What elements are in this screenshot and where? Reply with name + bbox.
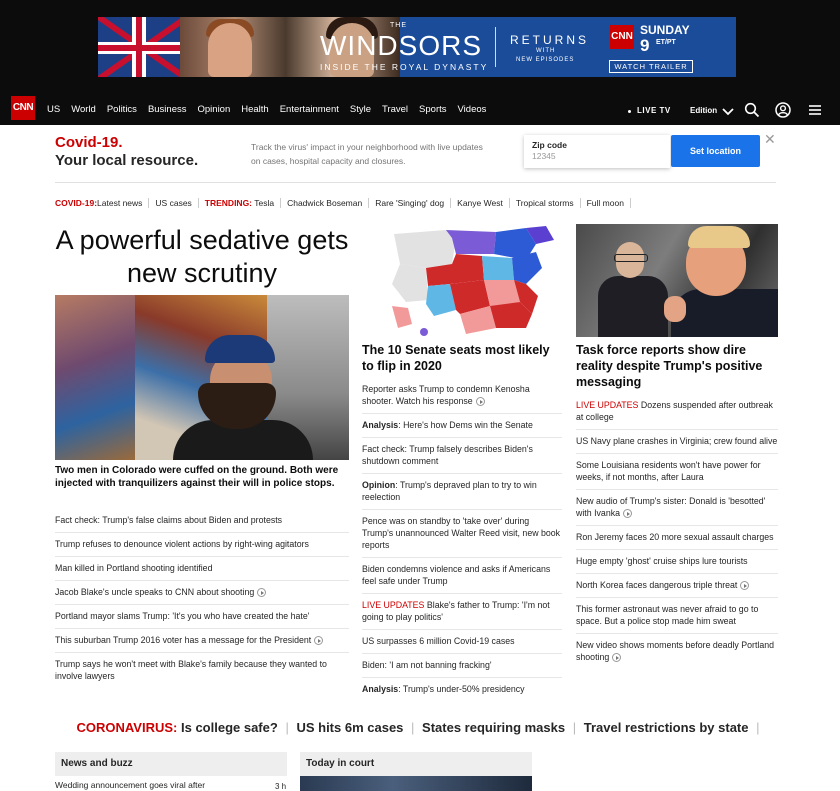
headline-text: Blake's father to Trump: 'I'm not going to play politics' (362, 600, 550, 622)
headline-prefix: LIVE UPDATES (362, 600, 425, 610)
union-jack-flag (98, 17, 180, 77)
menu-icon[interactable] (807, 102, 823, 118)
nav-link-videos[interactable]: Videos (457, 104, 487, 115)
video-play-icon (623, 509, 632, 518)
headline-text: Fact check: Trump falsely describes Biden's shutdown comment (362, 444, 533, 466)
zip-code-field[interactable] (524, 135, 670, 168)
headline-item[interactable] (55, 653, 349, 688)
live-tv-link[interactable]: LIVE TV (637, 106, 671, 115)
headline-text: : Here's how Dems win the Senate (398, 420, 533, 430)
covid-description: Track the virus' impact in your neighborhood with live updates on cases, hospital capacity and closures. (251, 142, 483, 166)
live-dot-icon (628, 110, 631, 113)
video-play-icon (612, 653, 621, 662)
middle-headline-list (362, 378, 562, 701)
ad-subtitle: INSIDE THE ROYAL DYNASTY (320, 62, 489, 72)
headline-item[interactable] (362, 414, 562, 438)
headline-item[interactable] (55, 629, 349, 653)
headline-text: Trump says he won't meet with Blake's family because they wanted to involve lawyers (55, 659, 327, 681)
trending-item[interactable]: US cases (149, 198, 198, 208)
nav-link-opinion[interactable]: Opinion (197, 104, 231, 115)
top-nav (0, 96, 840, 125)
headline-text: This former astronaut was never afraid to go to space. But a police stop made him sweat (576, 604, 759, 626)
lead-caption[interactable]: Two men in Colorado were cuffed on the ground. Both were injected with tranquilizers against their will in police stops. (55, 465, 339, 489)
trending-item[interactable]: Chadwick Boseman (281, 198, 369, 208)
headline-text: : Trump's depraved plan to try to win reelection (362, 480, 537, 502)
headline-item[interactable] (576, 454, 778, 490)
senate-headline[interactable]: The 10 Senate seats most likely to flip in 2020 (362, 343, 550, 373)
headline-text: Man killed in Portland shooting identified (55, 563, 213, 573)
cnn-logo[interactable]: CNN (11, 96, 35, 120)
ad-zone (0, 0, 840, 96)
headline-item[interactable] (55, 557, 349, 581)
nav-links (47, 104, 486, 115)
left-headline-list (55, 509, 349, 688)
zip-placeholder[interactable]: 12345 (532, 151, 556, 161)
watch-trailer-button[interactable]: WATCH TRAILER (609, 60, 693, 73)
news-buzz-time: 3 h (275, 782, 287, 791)
chevron-down-icon[interactable] (720, 104, 736, 120)
headline-text: North Korea faces dangerous triple threat (576, 580, 738, 590)
trending-item[interactable]: Kanye West (451, 198, 510, 208)
right-headline-list (576, 394, 778, 669)
headline-text: US surpasses 6 million Covid-19 cases (362, 636, 515, 646)
zip-label: Zip code (532, 140, 567, 150)
headline-text: Biden condemns violence and asks if Americans feel safe under Trump (362, 564, 551, 586)
task-force-headline[interactable]: Task force reports show dire reality despite Trump's positive messaging (576, 343, 763, 389)
ad-returns: RETURNS (510, 33, 590, 47)
headline-text: US Navy plane crashes in Virginia; crew found alive (576, 436, 778, 446)
nav-link-travel[interactable]: Travel (382, 104, 409, 115)
covid-title-black: Your local resource. (55, 152, 199, 169)
ad-banner[interactable] (98, 17, 736, 77)
coronavirus-label: CORONAVIRUS: (76, 720, 178, 735)
headline-text: Fact check: Trump's false claims about Biden and protests (55, 515, 283, 525)
headline-prefix: Analysis (362, 420, 399, 430)
headline-text: Pence was on standby to 'take over' during Trump's unannounced Walter Reed visit, new book reports (362, 516, 561, 550)
trending-item[interactable]: Rare 'Singing' dog (369, 198, 451, 208)
headline-text: This suburban Trump 2016 voter has a message for the President (55, 635, 312, 645)
video-play-icon (740, 581, 749, 590)
nav-link-sports[interactable]: Sports (419, 104, 447, 115)
nav-link-health[interactable]: Health (241, 104, 269, 115)
corona-link[interactable]: US hits 6m cases (296, 720, 404, 735)
covid-title (55, 134, 198, 170)
nav-link-business[interactable]: Business (147, 104, 187, 115)
account-icon[interactable] (775, 102, 791, 118)
headline-item[interactable] (576, 634, 778, 669)
ad-timezone: ET/PT (656, 39, 676, 46)
ad-time: 9 (640, 36, 650, 55)
headline-item[interactable] (576, 490, 778, 526)
headline-text: Dozens suspended after outbreak at college (576, 400, 773, 422)
divider (55, 182, 776, 183)
ad-title: WINDSORS (320, 30, 482, 61)
video-play-icon (476, 397, 485, 406)
news-buzz-item[interactable]: Wedding announcement goes viral after (55, 780, 206, 790)
headline-text: Some Louisiana residents won't have power for weeks, if not months, after Laura (576, 460, 761, 482)
search-icon[interactable] (744, 102, 760, 118)
headline-item[interactable] (576, 526, 778, 550)
ad-with: WITH (536, 48, 556, 54)
headline-item[interactable] (362, 558, 562, 594)
set-location-button[interactable]: Set location (671, 135, 760, 167)
headline-item[interactable] (576, 394, 778, 430)
nav-link-politics[interactable]: Politics (106, 104, 137, 115)
headline-item[interactable] (576, 430, 778, 454)
lead-image[interactable] (55, 295, 349, 460)
headline-prefix: Analysis (362, 684, 399, 694)
headline-item[interactable] (362, 678, 562, 701)
headline-item[interactable] (362, 654, 562, 678)
headline-text: Jacob Blake's uncle speaks to CNN about shooting (55, 587, 255, 597)
today-in-court-image[interactable] (300, 776, 532, 791)
headline-item[interactable] (55, 509, 349, 533)
headline-prefix: Opinion (362, 480, 396, 490)
edition-dropdown[interactable]: Edition (690, 106, 718, 115)
video-play-icon (314, 636, 323, 645)
corona-link[interactable]: Travel restrictions by state (583, 720, 749, 735)
headline-item[interactable] (576, 550, 778, 574)
headline-text: New video shows moments before deadly Portland shooting (576, 640, 775, 662)
senate-map-image[interactable] (386, 224, 556, 342)
ad-new-episodes: NEW EPISODES (516, 57, 575, 63)
headline-text: Reporter asks Trump to condemn Kenosha shooter. Watch his response (362, 384, 530, 406)
ad-day: SUNDAY (640, 23, 690, 37)
ad-the: THE (390, 22, 407, 29)
headline-text: Huge empty 'ghost' cruise ships lure tourists (576, 556, 748, 566)
close-icon[interactable]: ✕ (764, 131, 776, 147)
headline-prefix: LIVE UPDATES (576, 400, 639, 410)
today-in-court-header: Today in court (300, 752, 532, 776)
ad-divider (495, 27, 496, 67)
ad-cnn-logo: CNN (610, 25, 634, 49)
video-play-icon (257, 588, 266, 597)
corona-link[interactable]: Is college safe? (180, 720, 278, 735)
nav-link-us[interactable]: US (47, 104, 61, 115)
trending-item[interactable]: Tropical storms (510, 198, 581, 208)
headline-item[interactable] (55, 605, 349, 629)
headline-item[interactable] (362, 474, 562, 510)
trending-bar (55, 198, 631, 208)
headline-text: Portland mayor slams Trump: 'It's you who have created the hate' (55, 611, 310, 621)
headline-text: Ron Jeremy faces 20 more sexual assault charges (576, 532, 774, 542)
headline-item[interactable] (362, 630, 562, 654)
headline-item[interactable] (362, 594, 562, 630)
headline-item[interactable] (362, 438, 562, 474)
nav-link-style[interactable]: Style (349, 104, 371, 115)
corona-link[interactable]: States requiring masks (422, 720, 566, 735)
news-and-buzz-header: News and buzz (55, 752, 287, 776)
headline-item[interactable] (55, 581, 349, 605)
coronavirus-bar: CORONAVIRUS: Is college safe? | US hits 6m cases | States requiring masks | Travel restrictions by state | (76, 720, 760, 735)
headline-item[interactable] (576, 598, 778, 634)
headline-text: : Trump's under-50% presidency (398, 684, 525, 694)
nav-link-world[interactable]: World (71, 104, 96, 115)
trending-item[interactable]: Full moon (581, 198, 631, 208)
task-force-image[interactable] (576, 224, 778, 337)
headline-item[interactable] (362, 510, 562, 558)
covid-title-red: Covid-19. (55, 134, 123, 151)
trending-item[interactable]: COVID-19:Latest news (55, 198, 149, 208)
headline-text: New audio of Trump's sister: Donald is 'besotted' with Ivanka (576, 496, 766, 518)
headline-text: Biden: 'I am not banning fracking' (362, 660, 492, 670)
headline-text: Trump refuses to denounce violent actions by right-wing agitators (55, 539, 309, 549)
headline-item[interactable] (576, 574, 778, 598)
trending-item[interactable]: TRENDING: Tesla (199, 198, 281, 208)
headline-item[interactable] (55, 533, 349, 557)
lead-headline[interactable]: A powerful sedative gets new scrutiny (55, 225, 349, 288)
nav-link-entertainment[interactable]: Entertainment (279, 104, 339, 115)
headline-item[interactable] (362, 378, 562, 414)
